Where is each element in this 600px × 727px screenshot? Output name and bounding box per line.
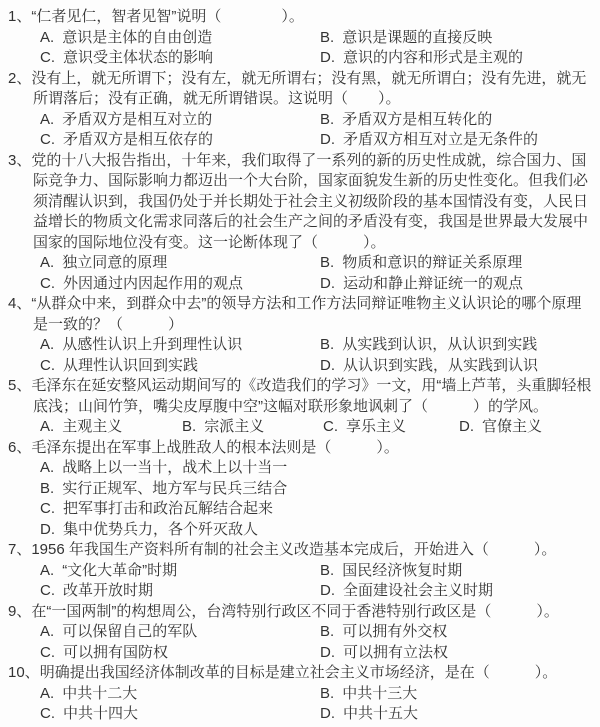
option-label: D. xyxy=(320,356,335,374)
option-label: A. xyxy=(40,254,55,271)
question-3 xyxy=(8,151,595,295)
option-text: 从实践到认识，从认识到实践 xyxy=(342,336,538,353)
option-text: 集中优势兵力，各个歼灭敌人 xyxy=(63,520,259,538)
option-a xyxy=(40,253,320,274)
option-text: 运动和静止辩证统一的观点 xyxy=(343,274,524,292)
option-label: A. xyxy=(40,561,55,579)
option-c xyxy=(40,274,320,295)
question-stem xyxy=(8,7,595,28)
options xyxy=(40,253,595,294)
question-number: 5、 xyxy=(8,377,32,394)
options xyxy=(40,335,595,376)
question-number: 2、 xyxy=(8,69,32,87)
option-label: B. xyxy=(40,479,55,497)
option-c xyxy=(40,499,595,520)
question-number: 3、 xyxy=(8,151,32,169)
options xyxy=(40,684,595,725)
question-9 xyxy=(8,602,595,664)
option-c xyxy=(40,130,320,151)
option-label: C. xyxy=(323,418,338,435)
option-label: B. xyxy=(320,28,335,46)
option-label: C. xyxy=(40,705,55,722)
option-b xyxy=(320,684,595,705)
option-label: A. xyxy=(40,28,55,46)
option-text: 从理性认识回到实践 xyxy=(63,356,199,374)
options xyxy=(40,110,595,151)
question-stem xyxy=(8,602,595,623)
option-label: C. xyxy=(40,582,55,599)
option-label: B. xyxy=(320,561,335,579)
option-text: 从认识到实践，从实践到认识 xyxy=(343,356,539,374)
option-text: 物质和意识的辩证关系原理 xyxy=(342,254,523,271)
question-stem-text: 毛泽东提出在军事上战胜敌人的根本法则是（ ）。 xyxy=(31,438,399,456)
option-label: C. xyxy=(40,131,55,148)
question-stem xyxy=(8,376,595,417)
options xyxy=(40,622,595,663)
option-label: A. xyxy=(40,418,55,435)
option-c xyxy=(323,417,459,438)
question-4 xyxy=(8,294,595,376)
options xyxy=(40,561,595,602)
question-number: 6、 xyxy=(8,438,32,456)
option-text: 把军事打击和政治瓦解结合起来 xyxy=(63,500,274,517)
option-text: 意识受主体状态的影响 xyxy=(63,49,214,66)
option-label: B. xyxy=(320,254,335,271)
options xyxy=(40,28,595,69)
option-text: 中共十三大 xyxy=(342,684,418,702)
option-text: 实行正规军、地方军与民兵三结合 xyxy=(62,479,288,497)
option-text: 矛盾双方是相互对立的 xyxy=(62,110,213,128)
option-d xyxy=(320,48,595,69)
option-label: C. xyxy=(40,500,55,517)
option-d xyxy=(320,356,595,377)
option-text: 中共十四大 xyxy=(63,705,139,722)
option-text: 全面建设社会主义时期 xyxy=(343,582,494,599)
option-d xyxy=(320,581,595,602)
option-text: 主观主义 xyxy=(62,418,123,435)
option-label: B. xyxy=(182,418,197,435)
option-label: A. xyxy=(40,110,55,128)
option-a xyxy=(40,684,320,705)
question-stem xyxy=(8,294,595,335)
option-label: C. xyxy=(40,356,55,374)
question-stem xyxy=(8,663,595,684)
option-text: 可以拥有国防权 xyxy=(63,643,169,661)
option-text: 独立同意的原理 xyxy=(62,254,168,271)
option-text: 可以保留自己的军队 xyxy=(62,623,198,640)
option-label: D. xyxy=(320,274,335,292)
question-number: 1、 xyxy=(8,8,32,25)
option-c xyxy=(40,643,320,664)
option-label: D. xyxy=(320,705,335,722)
option-text: 战略上以一当十，战术上以十当一 xyxy=(62,459,288,476)
question-1 xyxy=(8,7,595,69)
option-label: A. xyxy=(40,684,55,702)
option-b xyxy=(320,561,595,582)
question-stem-text: 在“一国两制”的构想周公，台湾特别行政区不同于香港特别行政区是（ ）。 xyxy=(31,602,559,620)
options xyxy=(40,458,595,540)
option-text: 可以拥有立法权 xyxy=(343,643,449,661)
option-d xyxy=(320,704,595,725)
option-d xyxy=(40,520,595,541)
option-d xyxy=(320,643,595,664)
option-b xyxy=(182,417,323,438)
option-label: D. xyxy=(320,643,335,661)
option-label: B. xyxy=(320,623,335,640)
option-text: 意识的内容和形式是主观的 xyxy=(343,49,524,66)
question-stem xyxy=(8,151,595,254)
option-d xyxy=(459,417,595,438)
option-text: 国民经济恢复时期 xyxy=(342,561,463,579)
option-label: D. xyxy=(40,520,55,538)
question-stem-text: “从群众中来，到群众中去”的领导方法和工作方法同辩证唯物主义认识论的哪个原理是一致的？（ ） xyxy=(31,295,582,333)
option-text: 意识是课题的直接反映 xyxy=(342,28,493,46)
option-text: 从感性认识上升到理性认识 xyxy=(62,336,243,353)
option-text: 官僚主义 xyxy=(482,418,543,435)
option-a xyxy=(40,28,320,49)
option-text: 中共十二大 xyxy=(62,684,138,702)
question-10 xyxy=(8,663,595,725)
option-b xyxy=(320,28,595,49)
question-stem xyxy=(8,69,595,110)
option-d xyxy=(320,130,595,151)
question-stem xyxy=(8,540,595,561)
option-c xyxy=(40,704,320,725)
option-text: “文化大革命”时期 xyxy=(62,561,178,579)
question-2 xyxy=(8,69,595,151)
option-a xyxy=(40,622,320,643)
option-b xyxy=(320,335,595,356)
option-label: A. xyxy=(40,336,55,353)
option-b xyxy=(320,110,595,131)
question-stem-text: 明确提出我国经济体制改革的目标是建立社会主义市场经济，是在（ ）。 xyxy=(39,664,558,681)
question-stem xyxy=(8,438,595,459)
option-a xyxy=(40,458,595,479)
option-a xyxy=(40,110,320,131)
option-text: 享乐主义 xyxy=(346,418,407,435)
option-label: B. xyxy=(320,110,335,128)
option-d xyxy=(320,274,595,295)
option-text: 中共十五大 xyxy=(343,705,419,722)
option-text: 外因通过内因起作用的观点 xyxy=(63,274,244,292)
question-stem-text: “仁者见仁，智者见智”说明（ ）。 xyxy=(31,8,304,25)
option-b xyxy=(40,479,595,500)
option-label: A. xyxy=(40,459,55,476)
option-label: D. xyxy=(320,582,335,599)
options xyxy=(40,417,595,438)
option-text: 矛盾双方是相互依存的 xyxy=(63,131,214,148)
question-number: 7、 xyxy=(8,541,32,558)
option-label: C. xyxy=(40,49,55,66)
option-label: D. xyxy=(459,418,474,435)
option-text: 可以拥有外交权 xyxy=(342,623,448,640)
option-text: 矛盾双方是相互转化的 xyxy=(342,110,493,128)
option-label: C. xyxy=(40,274,55,292)
option-c xyxy=(40,581,320,602)
option-label: D. xyxy=(320,131,335,148)
question-6 xyxy=(8,438,595,541)
option-label: A. xyxy=(40,623,55,640)
option-text: 矛盾双方相互对立是无条件的 xyxy=(343,131,539,148)
option-b xyxy=(320,622,595,643)
option-a xyxy=(40,417,182,438)
option-label: B. xyxy=(320,684,335,702)
option-text: 宗派主义 xyxy=(204,418,265,435)
question-number: 10、 xyxy=(8,664,40,681)
question-stem-text: 1956 年我国生产资料所有制的社会主义改造基本完成后，开始进入（ ）。 xyxy=(31,541,557,558)
question-stem-text: 毛泽东在延安整风运动期间写的《改造我们的学习》一文，用“墙上芦苇，头重脚轻根底浅；山间竹笋，嘴尖皮厚腹中空”这幅对联形象地讽刺了（ ）的学风。 xyxy=(31,377,592,415)
question-list xyxy=(8,7,595,725)
option-a xyxy=(40,335,320,356)
option-a xyxy=(40,561,320,582)
option-text: 改革开放时期 xyxy=(63,582,154,599)
option-b xyxy=(320,253,595,274)
option-c xyxy=(40,356,320,377)
option-c xyxy=(40,48,320,69)
option-label: C. xyxy=(40,643,55,661)
option-text: 意识是主体的自由创造 xyxy=(62,28,213,46)
question-stem-text: 党的十八大报告指出，十年来，我们取得了一系列的新的历史性成就，综合国力、国际竞争力、国际影响力都迈出一个大台阶，国家面貌发生新的历史性变化。但我们必须清醒认识到，我国仍处于并长期处于社会主义初级阶段的基本国情没有变，人民日益增长的物质文化需求同落后的社会生产之间的矛盾没有变，我国是世界最大发展中国家的国际地位没有变。这一论断体现了（ ）。 xyxy=(31,151,589,251)
question-number: 4、 xyxy=(8,295,32,312)
question-number: 9、 xyxy=(8,602,32,620)
question-7 xyxy=(8,540,595,602)
option-label: B. xyxy=(320,336,335,353)
question-5 xyxy=(8,376,595,438)
question-stem-text: 没有上，就无所谓下；没有左，就无所谓右；没有黑，就无所谓白；没有先进，就无所谓落后；没有正确，就无所谓错误。这说明（ ）。 xyxy=(31,69,587,107)
option-label: D. xyxy=(320,49,335,66)
